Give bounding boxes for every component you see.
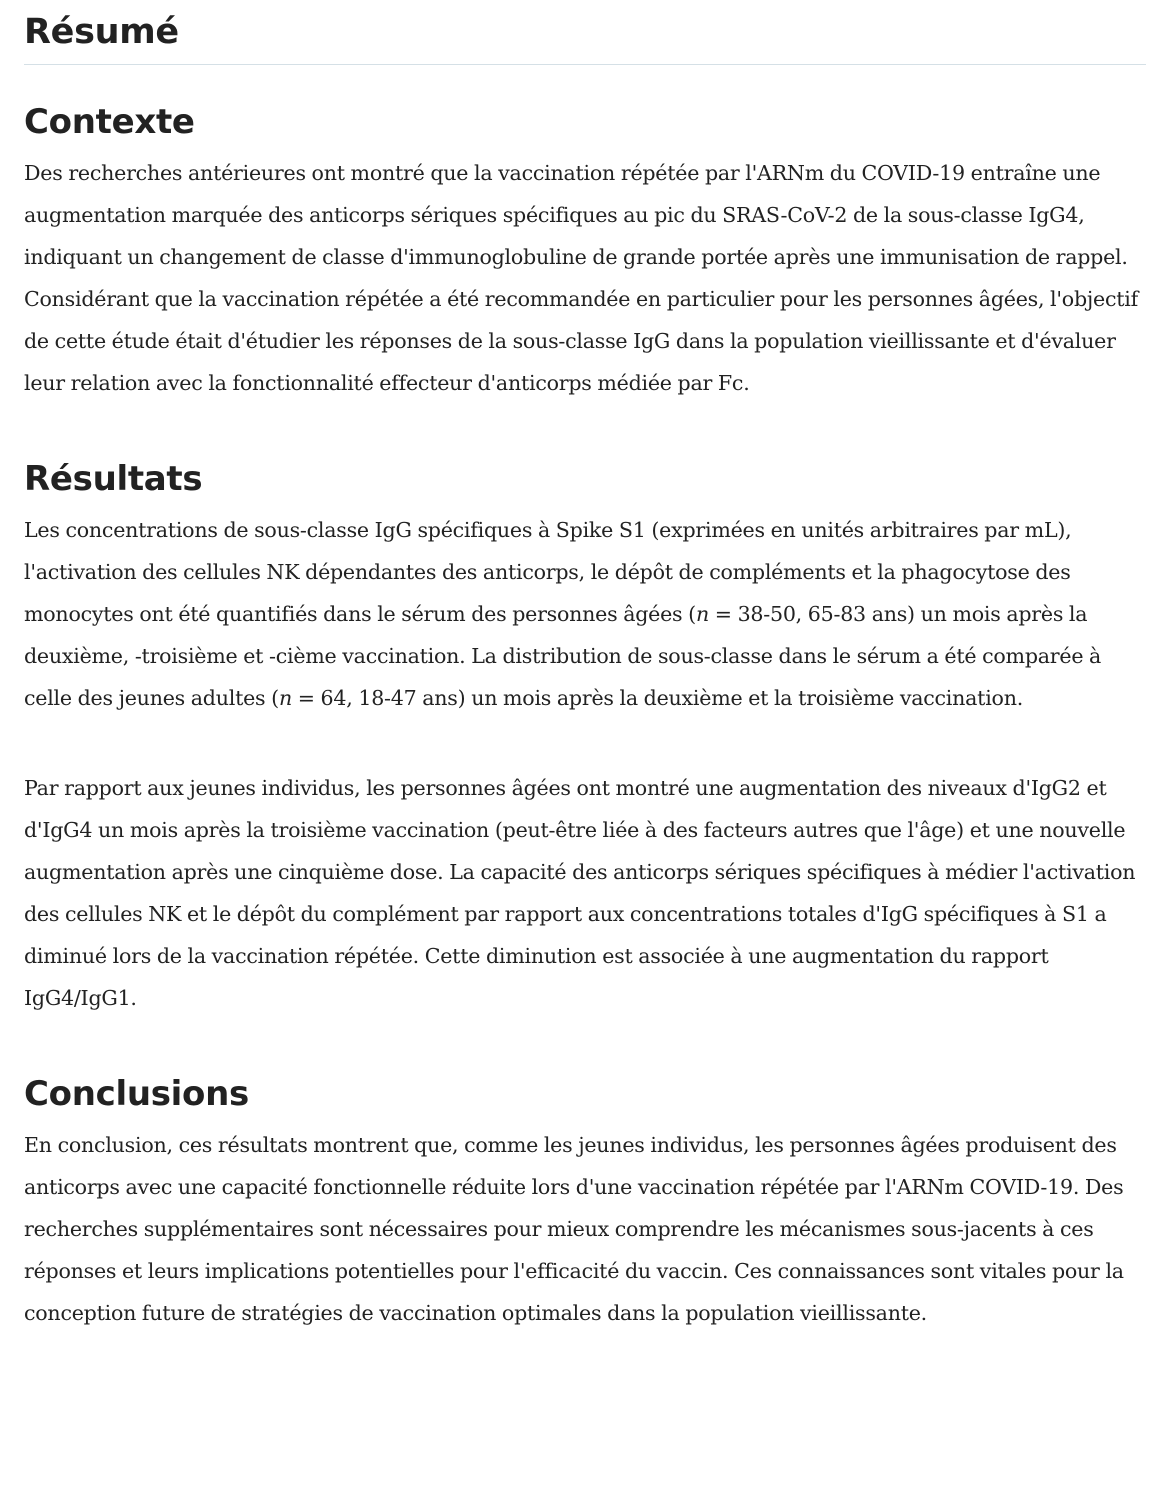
conclusions-paragraph: En conclusion, ces résultats montrent que, comme les jeunes individus, les personnes âgées produisent des anticorps avec une capacité fonctionnelle réduite lors d'une vaccination répétée par l'ARNm COVID-19. Des recherches supplémentaires sont nécessaires pour mieux comprendre les mécanismes sous-jacents à ces réponses et leurs implications potentielles pour l'efficacité du vaccin. Ces connaissances sont vitales pour la conception future de stratégies de vaccination optimales dans la population vieillissante. (24, 1133, 1124, 1325)
context-paragraph: Des recherches antérieures ont montré que la vaccination répétée par l'ARNm du COVID-19 entraîne une augmentation marquée des anticorps sériques spécifiques au pic du SRAS-CoV-2 de la sous-classe IgG4, indiquant un changement de classe d'immunoglobuline de grande portée après une immunisation de rappel. Considérant que la vaccination répétée a été recommandée en particulier pour les personnes âgées, l'objectif de cette étude était d'étudier les réponses de la sous-classe IgG dans la population vieillissante et d'évaluer leur relation avec la fonctionnalité effecteur d'anticorps médiée par Fc. (24, 161, 1138, 395)
section-heading-context: Contexte (24, 102, 195, 142)
results-text-part-3: = 64, 18-47 ans) un mois après la deuxième et la troisième vaccination. (291, 686, 1024, 710)
section-conclusions (24, 1074, 1146, 1334)
page-title: Résumé (24, 12, 1146, 65)
results-text-part-1: Les concentrations de sous-classe IgG spécifiques à Spike S1 (exprimées en unités arbitraires par mL), l'activation des cellules NK dépendantes des anticorps, le dépôt de compléments et la phagocytose des monocytes ont été quantifiés dans le sérum des personnes âgées ( (24, 518, 1072, 626)
section-results (24, 459, 1146, 1019)
sample-size-symbol: n (278, 686, 292, 710)
results-paragraph-1 (24, 509, 1146, 719)
sample-size-symbol: n (695, 602, 709, 626)
section-heading-conclusions: Conclusions (24, 1074, 249, 1114)
section-context (24, 102, 1146, 404)
results-text-part-2: = 38-50, 65-83 ans) un mois après la deuxième, -troisième et -cième vaccination. La distribution de sous-classe dans le sérum a été comparée à celle des jeunes adultes ( (24, 602, 1102, 710)
section-heading-results: Résultats (24, 459, 203, 499)
results-paragraph-2: Par rapport aux jeunes individus, les personnes âgées ont montré une augmentation des niveaux d'IgG2 et d'IgG4 un mois après la troisième vaccination (peut-être liée à des facteurs autres que l'âge) et une nouvelle augmentation après une cinquième dose. La capacité des anticorps sériques spécifiques à médier l'activation des cellules NK et le dépôt du complément par rapport aux concentrations totales d'IgG spécifiques à S1 a diminué lors de la vaccination répétée. Cette diminution est associée à une augmentation du rapport IgG4/IgG1. (24, 776, 1136, 1010)
abstract-page (24, 0, 1146, 1334)
